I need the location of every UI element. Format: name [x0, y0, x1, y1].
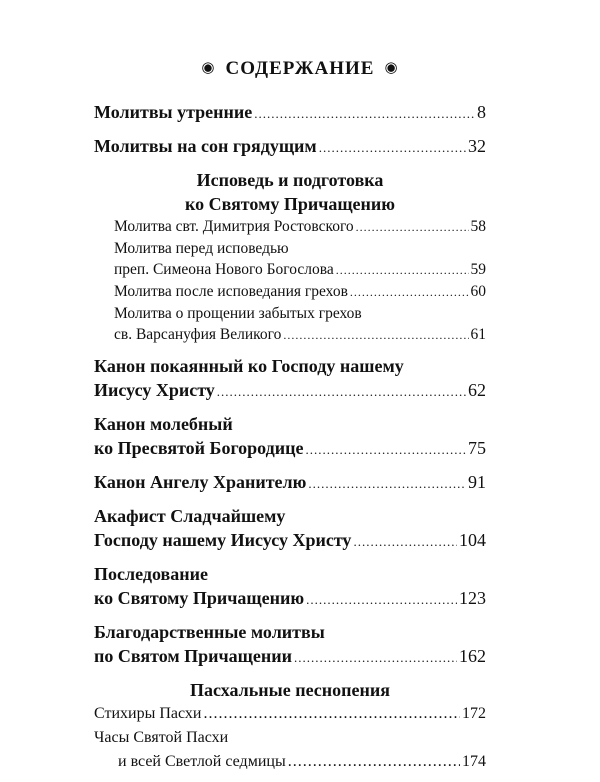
toc-entry-thanksgiving-prayers[interactable]: [94, 620, 486, 670]
page-number: 60: [470, 283, 486, 300]
page-number: 59: [470, 261, 486, 278]
dot-leader: [356, 217, 469, 238]
toc-entry-akathist[interactable]: [94, 504, 486, 554]
entry-title: Акафист Сладчайшему: [94, 506, 286, 526]
dot-leader: [308, 472, 466, 496]
toc-entry-penitential-canon[interactable]: [94, 354, 486, 404]
toc-subentry[interactable]: [114, 281, 486, 303]
dot-leader: [336, 260, 469, 281]
entry-title: Молитвы утренние: [94, 102, 253, 122]
entry-title: Молитва о прощении забытых грехов: [114, 305, 362, 322]
entry-title: Канон покаянный ко Господу нашему: [94, 356, 404, 376]
entry-title: Господу нашему Иисусу Христу: [94, 530, 352, 550]
page-number: 172: [462, 705, 486, 722]
dot-leader: [203, 702, 460, 726]
ornament-left-icon: ◉: [201, 60, 216, 76]
entry-title: Канон Ангелу Хранителю: [94, 472, 307, 492]
dot-leader: [306, 588, 457, 612]
page-number: 174: [462, 753, 486, 770]
toc-subentry[interactable]: [94, 702, 486, 726]
toc-entry-guardian-angel-canon[interactable]: [94, 470, 486, 496]
entry-title: Благодарственные молитвы: [94, 622, 325, 642]
section-title-line: ко Святому Причащению: [184, 194, 396, 214]
entry-title: Часы Святой Пасхи: [94, 729, 229, 746]
dot-leader: [294, 646, 457, 670]
entry-title: преп. Симеона Нового Богослова: [114, 261, 334, 278]
entry-title: св. Варсануфия Великого: [114, 326, 282, 343]
page-number: 91: [468, 472, 486, 492]
page-number: 75: [468, 438, 486, 458]
page-number: 58: [470, 218, 486, 235]
toc-subentry[interactable]: [114, 238, 486, 281]
toc-subentry[interactable]: [94, 726, 486, 774]
dot-leader: [254, 102, 475, 126]
entry-title: ко Святому Причащению: [94, 588, 305, 608]
page-title: [0, 58, 600, 80]
toc-section-paschal: [94, 678, 486, 774]
page-number: 61: [470, 326, 486, 343]
table-of-contents: [94, 100, 486, 782]
dot-leader: [217, 380, 466, 404]
entry-title: Молитва после исповедания грехов: [114, 283, 348, 300]
entry-title: Молитва свт. Димитрия Ростовского: [114, 218, 354, 235]
page-number: 104: [459, 530, 486, 550]
entry-title: ко Пресвятой Богородице: [94, 438, 304, 458]
entry-title: по Святом Причащении: [94, 646, 292, 666]
toc-entry-morning-prayers[interactable]: [94, 100, 486, 126]
dot-leader: [283, 325, 468, 346]
ornament-right-icon: ◉: [384, 60, 399, 76]
section-title-line: Пасхальные песнопения: [190, 680, 390, 700]
toc-entry-theotokos-canon[interactable]: [94, 412, 486, 462]
entry-title: Молитва перед исповедью: [114, 240, 289, 257]
toc-entry-communion-rule[interactable]: [94, 562, 486, 612]
dot-leader: [353, 530, 457, 554]
entry-title: Стихиры Пасхи: [94, 705, 202, 722]
page-number: 8: [477, 102, 486, 122]
page-number: 162: [459, 646, 486, 666]
entry-title: Канон молебный: [94, 414, 233, 434]
page-number: 32: [468, 136, 486, 156]
page-number: 62: [468, 380, 486, 400]
page-number: 123: [459, 588, 486, 608]
toc-subentry[interactable]: [114, 303, 486, 346]
dot-leader: [350, 282, 469, 303]
toc-entry-night-prayers[interactable]: [94, 134, 486, 160]
contents-heading: СОДЕРЖАНИЕ: [225, 58, 375, 79]
entry-title: Иисусу Христу: [94, 380, 215, 400]
toc-section-confession: [94, 168, 486, 346]
toc-subentry[interactable]: [114, 216, 486, 238]
section-title-line: Исповедь и подготовка: [196, 170, 384, 190]
dot-leader: [319, 136, 466, 160]
entry-title: Последование: [94, 564, 208, 584]
dot-leader: [288, 750, 460, 774]
dot-leader: [306, 438, 467, 462]
entry-title: и всей Светлой седмицы: [118, 753, 286, 770]
entry-title: Молитвы на сон грядущим: [94, 136, 317, 156]
